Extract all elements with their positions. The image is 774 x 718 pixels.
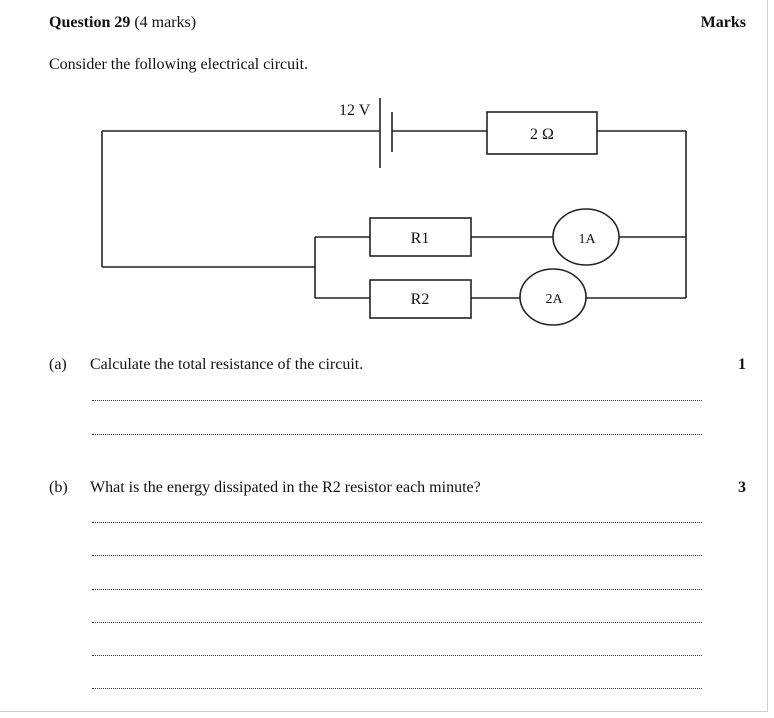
- answer-line[interactable]: [92, 522, 702, 523]
- answer-line[interactable]: [92, 434, 702, 435]
- question-intro: Consider the following electrical circuit.: [49, 56, 309, 73]
- resistor-series-label: 2 Ω: [530, 126, 554, 143]
- answer-line[interactable]: [92, 400, 702, 401]
- answer-line[interactable]: [92, 622, 702, 623]
- answer-line[interactable]: [92, 589, 702, 590]
- resistor-r2-label: R2: [410, 291, 430, 308]
- part-b-marks: 3: [738, 479, 746, 496]
- marks-column-header: Marks: [700, 14, 746, 31]
- resistor-r1-label: R1: [410, 230, 430, 247]
- ammeter-1-label: 1A: [578, 232, 596, 247]
- question-marks-total: (4 marks): [134, 14, 197, 31]
- part-a-label: (a): [49, 356, 67, 373]
- answer-line[interactable]: [92, 688, 702, 689]
- part-a-text: Calculate the total resistance of the circuit.: [90, 356, 364, 373]
- answer-line[interactable]: [92, 555, 702, 556]
- answer-line[interactable]: [92, 655, 702, 656]
- question-number: Question 29: [49, 14, 131, 31]
- part-b-label: (b): [49, 479, 68, 496]
- ammeter-2-label: 2A: [545, 292, 563, 307]
- part-b-text: What is the energy dissipated in the R2 resistor each minute?: [90, 479, 481, 496]
- battery-label: 12 V: [339, 102, 371, 119]
- part-a-marks: 1: [738, 356, 746, 373]
- circuit-diagram: [0, 0, 774, 340]
